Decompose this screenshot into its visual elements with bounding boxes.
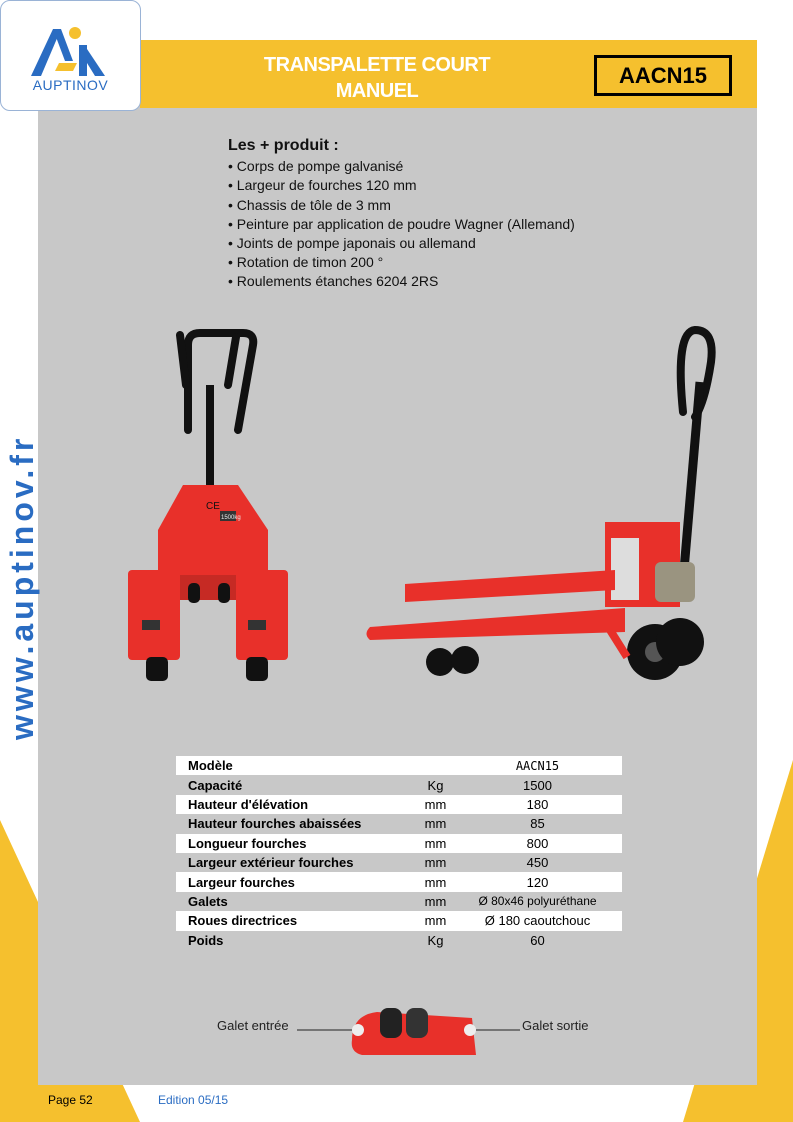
table-row xyxy=(176,795,622,814)
table-row xyxy=(176,756,622,775)
spec-unit: mm xyxy=(418,872,453,891)
spec-value: Ø 180 caoutchouc xyxy=(453,911,622,930)
table-row xyxy=(176,853,622,872)
spec-label: Poids xyxy=(188,932,224,948)
spec-unit: mm xyxy=(424,855,447,871)
feature-item: • Joints de pompe japonais ou allemand xyxy=(228,234,575,253)
logo-text: AUPTINOV xyxy=(32,77,109,93)
spec-unit: mm xyxy=(424,893,447,909)
galet-sortie-label: Galet sortie xyxy=(522,1018,589,1033)
features-list xyxy=(228,157,575,291)
auptinov-logo xyxy=(0,0,141,111)
galet-entree-label: Galet entrée xyxy=(217,1018,289,1033)
spec-value: 60 xyxy=(530,932,545,948)
spec-value: Ø 80x46 polyuréthane xyxy=(478,894,597,909)
table-row xyxy=(176,834,622,853)
spec-label: Galets xyxy=(188,893,228,909)
spec-value: 800 xyxy=(453,834,622,853)
table-row xyxy=(176,931,622,950)
feature-item: • Largeur de fourches 120 mm xyxy=(228,176,575,195)
table-row xyxy=(176,892,622,911)
website-url: www.auptinov.fr xyxy=(4,434,40,740)
table-row xyxy=(176,814,622,833)
spec-label: Largeur extérieur fourches xyxy=(188,855,354,871)
spec-unit xyxy=(418,756,453,775)
feature-item: • Roulements étanches 6204 2RS xyxy=(228,272,575,291)
specifications-table xyxy=(176,756,622,950)
page-number: Page 52 xyxy=(48,1093,93,1107)
features-block xyxy=(228,136,575,292)
title-line-1: TRANSPALETTE COURT xyxy=(263,54,491,76)
spec-label: Longueur fourches xyxy=(176,834,418,853)
spec-unit: mm xyxy=(424,816,447,832)
spec-unit: mm xyxy=(418,911,453,930)
capacity-plate: 1500kg xyxy=(221,515,241,521)
feature-item: • Corps de pompe galvanisé xyxy=(228,157,575,176)
table-row xyxy=(176,872,622,891)
edition-label: Edition 05/15 xyxy=(158,1093,229,1107)
spec-unit: mm xyxy=(418,795,453,814)
feature-item: • Peinture par application de poudre Wagner (Allemand) xyxy=(228,215,575,234)
page-title xyxy=(222,52,532,104)
features-heading: Les + produit : xyxy=(228,137,339,154)
roller-diagram-image xyxy=(292,1000,522,1060)
spec-label: Modèle xyxy=(176,756,418,775)
spec-value: 120 xyxy=(453,872,622,891)
spec-label: Roues directrices xyxy=(176,911,418,930)
table-row xyxy=(176,911,622,930)
title-line-2: MANUEL xyxy=(335,80,419,102)
spec-unit: Kg xyxy=(427,932,444,948)
spec-value: 85 xyxy=(530,816,545,832)
table-row xyxy=(176,775,622,794)
spec-label: Hauteur d'élévation xyxy=(176,795,418,814)
feature-item: • Chassis de tôle de 3 mm xyxy=(228,196,575,215)
spec-label: Largeur fourches xyxy=(176,872,418,891)
spec-value: 180 xyxy=(453,795,622,814)
spec-value: AACN15 xyxy=(453,756,622,775)
spec-label: Capacité xyxy=(188,777,243,793)
feature-item: • Rotation de timon 200 ° xyxy=(228,253,575,272)
spec-unit: Kg xyxy=(427,777,444,793)
product-code-box: AACN15 xyxy=(594,55,732,96)
spec-label: Hauteur fourches abaissées xyxy=(188,816,362,832)
logo-mark-icon xyxy=(1,1,142,81)
spec-value: 1500 xyxy=(523,777,552,793)
pallet-truck-side-image xyxy=(365,322,725,687)
spec-value: 450 xyxy=(526,855,549,871)
spec-unit: mm xyxy=(418,834,453,853)
ce-mark: CE xyxy=(206,501,220,512)
pallet-truck-front-image xyxy=(118,325,288,690)
